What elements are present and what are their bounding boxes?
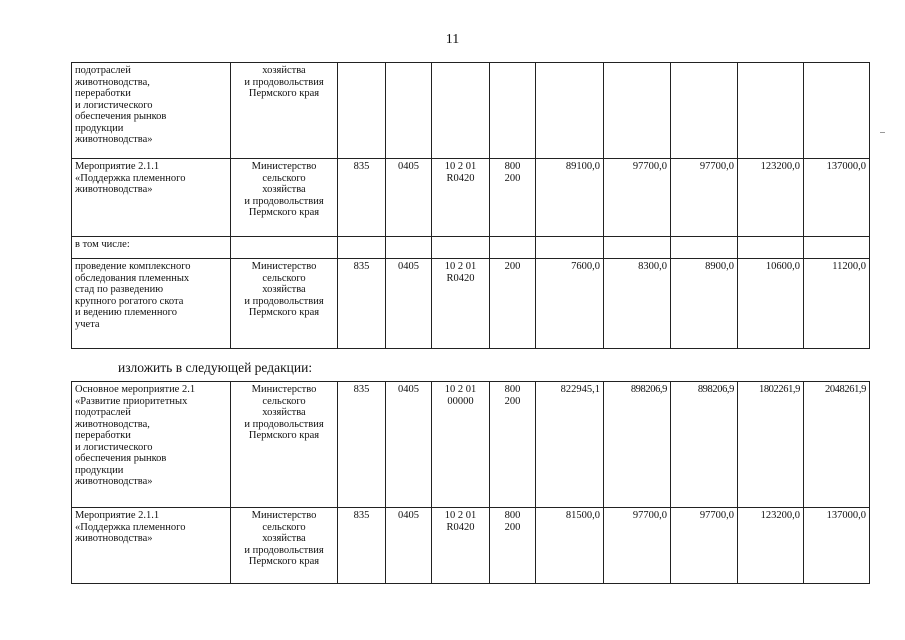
expense-type-cell [490,237,536,259]
target-article-cell: 10 2 01 R0420 [432,259,490,349]
amount-cell [738,63,804,159]
activity-name-cell: Мероприятие 2.1.1 «Поддержка племенного животноводства» [72,508,231,584]
activity-name-cell: в том числе: [72,237,231,259]
table-row [72,382,870,508]
section-code-cell: 0405 [386,259,432,349]
amount-cell [536,63,604,159]
table-row [72,159,870,237]
executor-cell [231,237,338,259]
amount-cell: 822945,1 [536,382,604,508]
table-row [72,508,870,584]
target-article-cell [432,63,490,159]
amount-cell [604,237,671,259]
amount-cell [671,63,738,159]
expense-type-cell: 800 200 [490,159,536,237]
amount-cell: 123200,0 [738,159,804,237]
amount-cell: 81500,0 [536,508,604,584]
grbs-code-cell [338,63,386,159]
amount-cell: 8300,0 [604,259,671,349]
budget-table-current [71,62,870,349]
activity-name-cell: Основное мероприятие 2.1 «Развитие приоритетных подотраслей животноводства, переработки и логистического обеспечения рынков продукции животноводства» [72,382,231,508]
amount-cell [804,63,870,159]
section-code-cell: 0405 [386,382,432,508]
amendment-caption: изложить в следующей редакции: [118,360,313,375]
grbs-code-cell: 835 [338,508,386,584]
amount-cell: 2048261,9 [804,382,870,508]
budget-table-new [71,381,870,584]
expense-type-cell: 800 200 [490,508,536,584]
target-article-cell: 10 2 01 R0420 [432,159,490,237]
activity-name-cell: Мероприятие 2.1.1 «Поддержка племенного животноводства» [72,159,231,237]
amount-cell: 137000,0 [804,159,870,237]
amount-cell: 97700,0 [671,508,738,584]
grbs-code-cell: 835 [338,159,386,237]
scan-edge-mark [880,132,885,133]
grbs-code-cell: 835 [338,259,386,349]
table-row [72,259,870,349]
table-row [72,237,870,259]
section-code-cell: 0405 [386,159,432,237]
grbs-code-cell [338,237,386,259]
amount-cell: 898206,9 [671,382,738,508]
activity-name-cell: подотраслей животноводства, переработки и логистического обеспечения рынков продукции животноводства» [72,63,231,159]
amount-cell: 97700,0 [604,508,671,584]
executor-cell: Министерство сельского хозяйства и продовольствия Пермского края [231,259,338,349]
section-code-cell [386,237,432,259]
amount-cell [738,237,804,259]
target-article-cell [432,237,490,259]
amount-cell [604,63,671,159]
executor-cell: Министерство сельского хозяйства и продовольствия Пермского края [231,382,338,508]
activity-name-cell: проведение комплексного обследования племенных стад по разведению крупного рогатого скота и ведению племенного учета [72,259,231,349]
amount-cell: 97700,0 [671,159,738,237]
amount-cell: 137000,0 [804,508,870,584]
executor-cell: Министерство сельского хозяйства и продовольствия Пермского края [231,159,338,237]
table-row [72,63,870,159]
amount-cell: 8900,0 [671,259,738,349]
amount-cell: 10600,0 [738,259,804,349]
amount-cell: 1802261,9 [738,382,804,508]
expense-type-cell: 200 [490,259,536,349]
amount-cell: 898206,9 [604,382,671,508]
expense-type-cell: 800 200 [490,382,536,508]
executor-cell: Министерство сельского хозяйства и продовольствия Пермского края [231,508,338,584]
amount-cell: 11200,0 [804,259,870,349]
page-number: 11 [445,32,460,47]
target-article-cell: 10 2 01 R0420 [432,508,490,584]
grbs-code-cell: 835 [338,382,386,508]
target-article-cell: 10 2 01 00000 [432,382,490,508]
amount-cell: 97700,0 [604,159,671,237]
amount-cell [671,237,738,259]
amount-cell: 89100,0 [536,159,604,237]
section-code-cell: 0405 [386,508,432,584]
amount-cell [536,237,604,259]
expense-type-cell [490,63,536,159]
section-code-cell [386,63,432,159]
amount-cell: 123200,0 [738,508,804,584]
executor-cell: хозяйства и продовольствия Пермского края [231,63,338,159]
amount-cell: 7600,0 [536,259,604,349]
amount-cell [804,237,870,259]
